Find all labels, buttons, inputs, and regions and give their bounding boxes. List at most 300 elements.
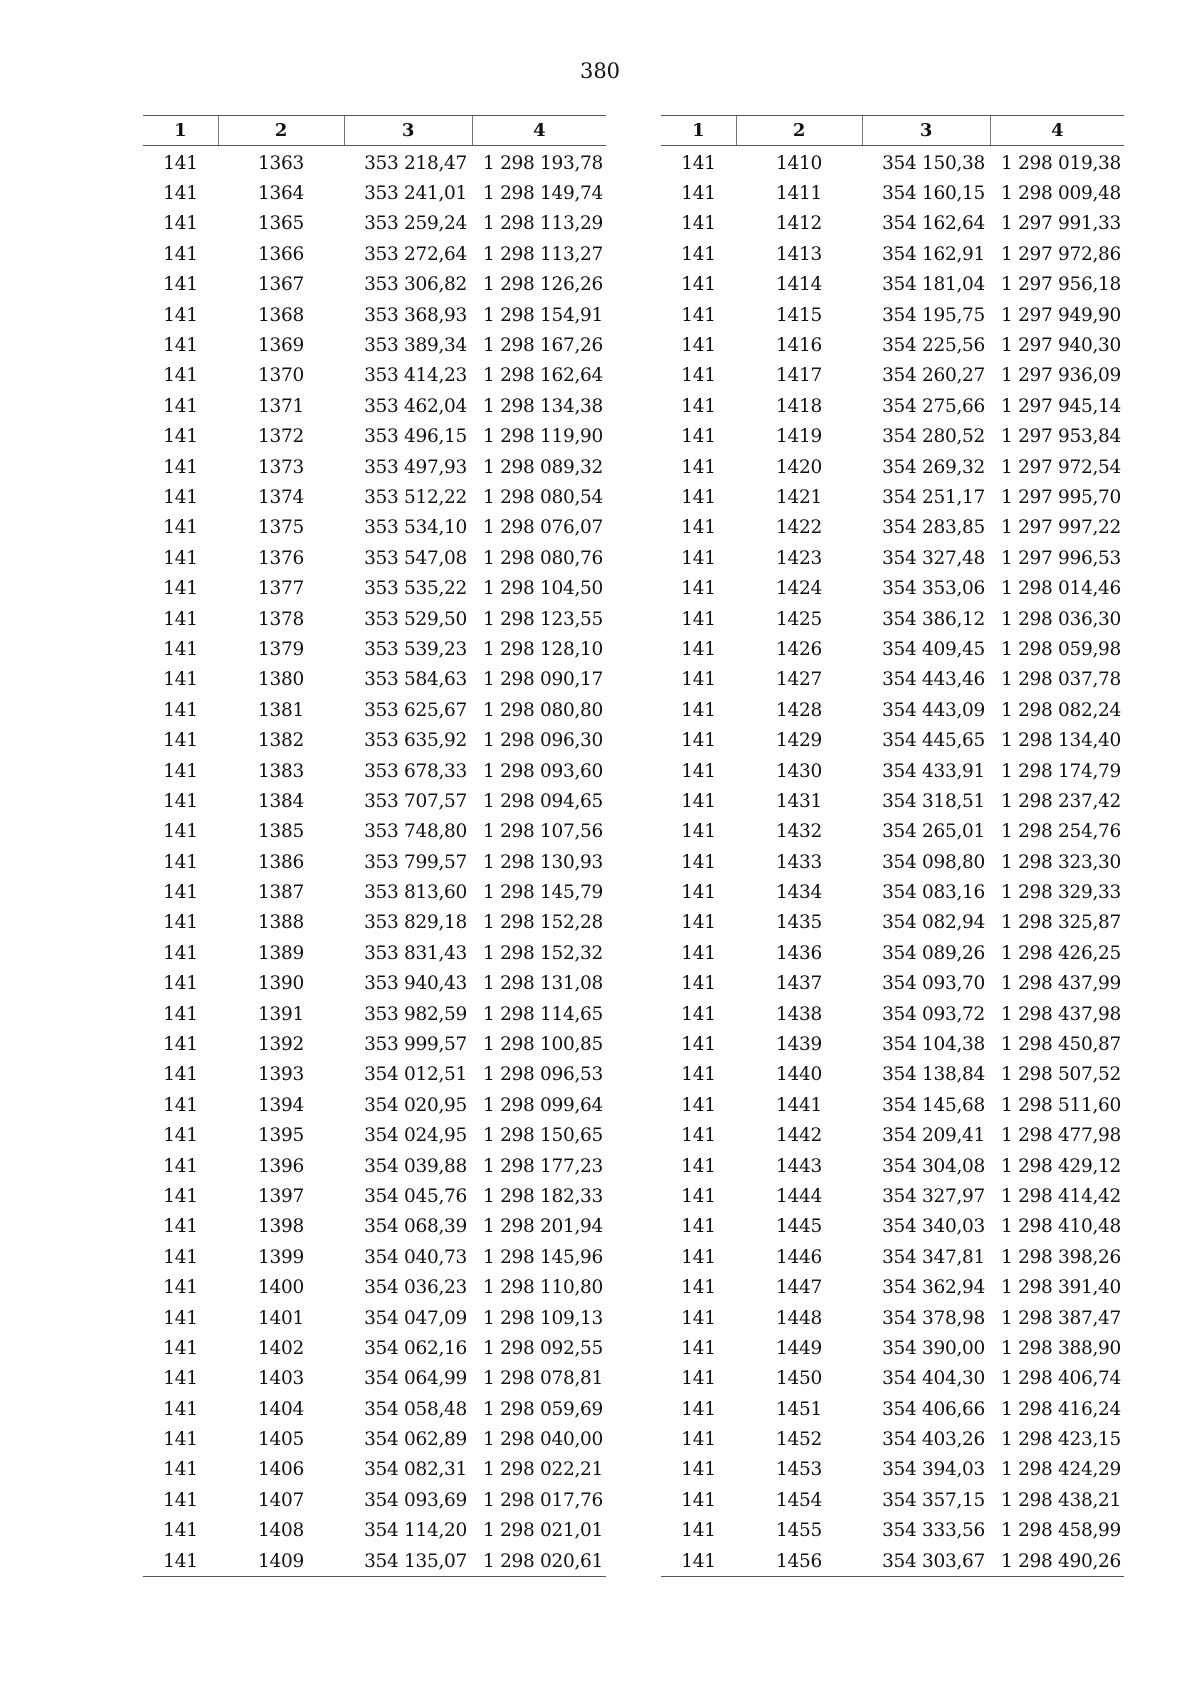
point-number-cell: 1422: [776, 517, 822, 539]
section-cell: 141: [681, 486, 716, 508]
point-number-cell: 1417: [776, 365, 822, 387]
table-row: [661, 1029, 1124, 1059]
section-cell: 141: [163, 1489, 198, 1511]
table-row: [143, 178, 606, 208]
y-coordinate-cell: 1 298 150,65: [483, 1125, 603, 1147]
x-coordinate-cell: 354 353,06: [882, 578, 985, 600]
x-coordinate-cell: 354 443,09: [882, 699, 985, 721]
x-coordinate-cell: 353 829,18: [364, 912, 467, 934]
x-coordinate-cell: 354 275,66: [882, 395, 985, 417]
y-coordinate-cell: 1 298 477,98: [1001, 1125, 1121, 1147]
x-coordinate-cell: 353 584,63: [364, 669, 467, 691]
table-row: [143, 391, 606, 421]
y-coordinate-cell: 1 297 972,86: [1001, 243, 1121, 265]
table-row: [661, 938, 1124, 968]
section-cell: 141: [681, 365, 716, 387]
y-coordinate-cell: 1 297 953,84: [1001, 426, 1121, 448]
y-coordinate-cell: 1 298 123,55: [483, 608, 603, 630]
point-number-cell: 1418: [776, 395, 822, 417]
table-row: [143, 270, 606, 300]
table-row: [661, 330, 1124, 360]
point-number-cell: 1391: [258, 1003, 304, 1025]
x-coordinate-cell: 353 218,47: [364, 152, 467, 174]
x-coordinate-cell: 354 304,08: [882, 1155, 985, 1177]
point-number-cell: 1401: [258, 1307, 304, 1329]
point-number-cell: 1425: [776, 608, 822, 630]
table-row: [661, 482, 1124, 512]
point-number-cell: 1372: [258, 426, 304, 448]
point-number-cell: 1400: [258, 1277, 304, 1299]
table-row: [143, 146, 606, 179]
table-row: [661, 847, 1124, 877]
x-coordinate-cell: 354 082,31: [364, 1459, 467, 1481]
section-cell: 141: [681, 1246, 716, 1268]
y-coordinate-cell: 1 298 426,25: [1001, 942, 1121, 964]
x-coordinate-cell: 354 093,72: [882, 1003, 985, 1025]
x-coordinate-cell: 353 982,59: [364, 1003, 467, 1025]
table-row: [661, 452, 1124, 482]
x-coordinate-cell: 354 145,68: [882, 1094, 985, 1116]
section-cell: 141: [681, 1307, 716, 1329]
y-coordinate-cell: 1 298 090,17: [483, 669, 603, 691]
y-coordinate-cell: 1 298 100,85: [483, 1034, 603, 1056]
x-coordinate-cell: 353 535,22: [364, 578, 467, 600]
section-cell: 141: [681, 547, 716, 569]
point-number-cell: 1443: [776, 1155, 822, 1177]
y-coordinate-cell: 1 298 423,15: [1001, 1429, 1121, 1451]
point-number-cell: 1405: [258, 1429, 304, 1451]
section-cell: 141: [163, 1064, 198, 1086]
point-number-cell: 1364: [258, 183, 304, 205]
section-cell: 141: [163, 517, 198, 539]
x-coordinate-cell: 353 799,57: [364, 851, 467, 873]
x-coordinate-cell: 354 225,56: [882, 335, 985, 357]
x-coordinate-cell: 354 114,20: [364, 1520, 467, 1542]
section-cell: 141: [681, 335, 716, 357]
x-coordinate-cell: 354 024,95: [364, 1125, 467, 1147]
section-cell: 141: [163, 1094, 198, 1116]
y-coordinate-cell: 1 298 126,26: [483, 274, 603, 296]
section-cell: 141: [681, 1489, 716, 1511]
y-coordinate-cell: 1 297 936,09: [1001, 365, 1121, 387]
x-coordinate-cell: 353 529,50: [364, 608, 467, 630]
y-coordinate-cell: 1 298 437,99: [1001, 973, 1121, 995]
point-number-cell: 1378: [258, 608, 304, 630]
table-row: [661, 1485, 1124, 1515]
y-coordinate-cell: 1 298 429,12: [1001, 1155, 1121, 1177]
point-number-cell: 1435: [776, 912, 822, 934]
y-coordinate-cell: 1 298 036,30: [1001, 608, 1121, 630]
y-coordinate-cell: 1 298 114,65: [483, 1003, 603, 1025]
table-body: [661, 146, 1124, 1577]
table-row: [143, 908, 606, 938]
point-number-cell: 1438: [776, 1003, 822, 1025]
y-coordinate-cell: 1 297 997,22: [1001, 517, 1121, 539]
section-cell: 141: [163, 1246, 198, 1268]
section-cell: 141: [681, 274, 716, 296]
y-coordinate-cell: 1 298 424,29: [1001, 1459, 1121, 1481]
y-coordinate-cell: 1 298 078,81: [483, 1368, 603, 1390]
y-coordinate-cell: 1 298 022,21: [483, 1459, 603, 1481]
point-number-cell: 1380: [258, 669, 304, 691]
x-coordinate-cell: 354 347,81: [882, 1246, 985, 1268]
y-coordinate-cell: 1 298 113,27: [483, 243, 603, 265]
section-cell: 141: [163, 669, 198, 691]
table-row: [143, 573, 606, 603]
table-row: [143, 1333, 606, 1363]
column-header: 3: [344, 116, 472, 146]
y-coordinate-cell: 1 298 131,08: [483, 973, 603, 995]
x-coordinate-cell: 354 162,91: [882, 243, 985, 265]
y-coordinate-cell: 1 298 037,78: [1001, 669, 1121, 691]
x-coordinate-cell: 354 089,26: [882, 942, 985, 964]
y-coordinate-cell: 1 298 177,23: [483, 1155, 603, 1177]
table-row: [143, 482, 606, 512]
point-number-cell: 1384: [258, 790, 304, 812]
y-coordinate-cell: 1 298 009,48: [1001, 183, 1121, 205]
y-coordinate-cell: 1 298 416,24: [1001, 1398, 1121, 1420]
column-header: 2: [218, 116, 344, 146]
x-coordinate-cell: 354 403,26: [882, 1429, 985, 1451]
table-row: [661, 573, 1124, 603]
section-cell: 141: [163, 274, 198, 296]
y-coordinate-cell: 1 298 182,33: [483, 1185, 603, 1207]
x-coordinate-cell: 353 497,93: [364, 456, 467, 478]
y-coordinate-cell: 1 298 021,01: [483, 1520, 603, 1542]
point-number-cell: 1396: [258, 1155, 304, 1177]
table-row: [143, 999, 606, 1029]
x-coordinate-cell: 354 340,03: [882, 1216, 985, 1238]
point-number-cell: 1442: [776, 1125, 822, 1147]
point-number-cell: 1411: [776, 183, 822, 205]
y-coordinate-cell: 1 298 017,76: [483, 1489, 603, 1511]
section-cell: 141: [163, 1185, 198, 1207]
section-cell: 141: [681, 395, 716, 417]
section-cell: 141: [681, 1398, 716, 1420]
point-number-cell: 1423: [776, 547, 822, 569]
point-number-cell: 1394: [258, 1094, 304, 1116]
table-row: [143, 847, 606, 877]
x-coordinate-cell: 354 283,85: [882, 517, 985, 539]
y-coordinate-cell: 1 298 490,26: [990, 1546, 1124, 1577]
section-cell: 141: [681, 912, 716, 934]
table-row: [143, 452, 606, 482]
y-coordinate-cell: 1 298 193,78: [483, 152, 603, 174]
y-coordinate-cell: 1 298 437,98: [1001, 1003, 1121, 1025]
x-coordinate-cell: 354 409,45: [882, 638, 985, 660]
point-number-cell: 1395: [258, 1125, 304, 1147]
point-number-cell: 1408: [258, 1520, 304, 1542]
section-cell: 141: [163, 152, 198, 174]
section-cell: 141: [681, 213, 716, 235]
column-header: 1: [143, 116, 218, 146]
y-coordinate-cell: 1 297 995,70: [1001, 486, 1121, 508]
section-cell: 141: [163, 1125, 198, 1147]
y-coordinate-cell: 1 298 398,26: [1001, 1246, 1121, 1268]
point-number-cell: 1454: [776, 1489, 822, 1511]
table-row: [661, 695, 1124, 725]
x-coordinate-cell: 353 635,92: [364, 730, 467, 752]
table-row: [143, 1212, 606, 1242]
y-coordinate-cell: 1 298 237,42: [1001, 790, 1121, 812]
section-cell: 141: [163, 1337, 198, 1359]
section-cell: 141: [681, 152, 716, 174]
x-coordinate-cell: 353 707,57: [364, 790, 467, 812]
point-number-cell: 1433: [776, 851, 822, 873]
x-coordinate-cell: 353 831,43: [364, 942, 467, 964]
section-cell: 141: [163, 1520, 198, 1542]
table-body: [143, 146, 606, 1577]
column-header: 4: [472, 116, 606, 146]
section-cell: 141: [681, 882, 716, 904]
section-cell: 141: [681, 669, 716, 691]
table-row: [143, 756, 606, 786]
y-coordinate-cell: 1 298 174,79: [1001, 760, 1121, 782]
point-number-cell: 1416: [776, 335, 822, 357]
point-number-cell: 1410: [776, 152, 822, 174]
x-coordinate-cell: 354 062,16: [364, 1337, 467, 1359]
section-cell: 141: [163, 426, 198, 448]
section-cell: 141: [681, 1064, 716, 1086]
point-number-cell: 1427: [776, 669, 822, 691]
table-row: [143, 422, 606, 452]
x-coordinate-cell: 354 445,65: [882, 730, 985, 752]
section-cell: 141: [681, 517, 716, 539]
table-row: [661, 756, 1124, 786]
section-cell: 141: [681, 1216, 716, 1238]
y-coordinate-cell: 1 298 107,56: [483, 821, 603, 843]
section-cell: 141: [163, 973, 198, 995]
point-number-cell: 1434: [776, 882, 822, 904]
table-row: [661, 1364, 1124, 1394]
y-coordinate-cell: 1 298 096,30: [483, 730, 603, 752]
point-number-cell: 1365: [258, 213, 304, 235]
x-coordinate-cell: 354 093,69: [364, 1489, 467, 1511]
table-row: [661, 1333, 1124, 1363]
y-coordinate-cell: 1 298 167,26: [483, 335, 603, 357]
column-header: 3: [862, 116, 990, 146]
x-coordinate-cell: 354 039,88: [364, 1155, 467, 1177]
table-row: [661, 1060, 1124, 1090]
point-number-cell: 1431: [776, 790, 822, 812]
section-cell: 141: [681, 1185, 716, 1207]
x-coordinate-cell: 354 362,94: [882, 1277, 985, 1299]
y-coordinate-cell: 1 297 940,30: [1001, 335, 1121, 357]
table-row: [661, 300, 1124, 330]
table-row: [143, 1485, 606, 1515]
table-row: [143, 604, 606, 634]
section-cell: 141: [681, 1337, 716, 1359]
point-number-cell: 1446: [776, 1246, 822, 1268]
y-coordinate-cell: 1 298 019,38: [1001, 152, 1121, 174]
x-coordinate-cell: 354 047,09: [364, 1307, 467, 1329]
x-coordinate-cell: 354 394,03: [882, 1459, 985, 1481]
point-number-cell: 1386: [258, 851, 304, 873]
table-row: [143, 817, 606, 847]
column-header: 2: [736, 116, 862, 146]
point-number-cell: 1366: [258, 243, 304, 265]
section-cell: 141: [681, 426, 716, 448]
point-number-cell: 1455: [776, 1520, 822, 1542]
x-coordinate-cell: 353 241,01: [364, 183, 467, 205]
point-number-cell: 1414: [776, 274, 822, 296]
y-coordinate-cell: 1 298 438,21: [1001, 1489, 1121, 1511]
y-coordinate-cell: 1 298 387,47: [1001, 1307, 1121, 1329]
table-row: [661, 908, 1124, 938]
y-coordinate-cell: 1 298 145,79: [483, 882, 603, 904]
y-coordinate-cell: 1 298 110,80: [483, 1277, 603, 1299]
coordinates-table-left: [143, 115, 606, 1577]
point-number-cell: 1441: [776, 1094, 822, 1116]
y-coordinate-cell: 1 298 089,32: [483, 456, 603, 478]
point-number-cell: 1436: [776, 942, 822, 964]
table-row: [661, 361, 1124, 391]
y-coordinate-cell: 1 298 094,65: [483, 790, 603, 812]
section-cell: 141: [681, 1155, 716, 1177]
section-cell: 141: [163, 1368, 198, 1390]
table-row: [143, 1029, 606, 1059]
section-cell: 141: [163, 1155, 198, 1177]
y-coordinate-cell: 1 298 145,96: [483, 1246, 603, 1268]
table-row: [143, 938, 606, 968]
point-number-cell: 1412: [776, 213, 822, 235]
table-row: [661, 1242, 1124, 1272]
section-cell: 141: [163, 304, 198, 326]
table-row: [661, 665, 1124, 695]
table-row: [143, 1181, 606, 1211]
y-coordinate-cell: 1 298 149,74: [483, 183, 603, 205]
section-cell: 141: [163, 213, 198, 235]
section-cell: 141: [163, 1003, 198, 1025]
section-cell: 141: [163, 395, 198, 417]
section-cell: 141: [163, 456, 198, 478]
x-coordinate-cell: 354 333,56: [882, 1520, 985, 1542]
x-coordinate-cell: 354 036,23: [364, 1277, 467, 1299]
point-number-cell: 1448: [776, 1307, 822, 1329]
table-row: [143, 969, 606, 999]
section-cell: 141: [163, 912, 198, 934]
x-coordinate-cell: 354 357,15: [882, 1489, 985, 1511]
section-cell: 141: [163, 243, 198, 265]
x-coordinate-cell: 353 678,33: [364, 760, 467, 782]
x-coordinate-cell: 354 181,04: [882, 274, 985, 296]
y-coordinate-cell: 1 298 152,32: [483, 942, 603, 964]
point-number-cell: 1382: [258, 730, 304, 752]
y-coordinate-cell: 1 298 059,69: [483, 1398, 603, 1420]
table-row: [143, 786, 606, 816]
y-coordinate-cell: 1 298 414,42: [1001, 1185, 1121, 1207]
y-coordinate-cell: 1 298 130,93: [483, 851, 603, 873]
table-row: [661, 725, 1124, 755]
point-number-cell: 1437: [776, 973, 822, 995]
section-cell: 141: [681, 1459, 716, 1481]
point-number-cell: 1407: [258, 1489, 304, 1511]
x-coordinate-cell: 353 389,34: [364, 335, 467, 357]
y-coordinate-cell: 1 298 020,61: [472, 1546, 606, 1577]
x-coordinate-cell: 354 433,91: [882, 760, 985, 782]
y-coordinate-cell: 1 298 080,76: [483, 547, 603, 569]
y-coordinate-cell: 1 298 450,87: [1001, 1034, 1121, 1056]
table-row: [661, 1272, 1124, 1302]
table-row: [143, 300, 606, 330]
y-coordinate-cell: 1 298 410,48: [1001, 1216, 1121, 1238]
section-cell: 141: [681, 1034, 716, 1056]
section-cell: 141: [681, 942, 716, 964]
point-number-cell: 1377: [258, 578, 304, 600]
point-number-cell: 1368: [258, 304, 304, 326]
table-row: [143, 209, 606, 239]
table-row: [661, 786, 1124, 816]
point-number-cell: 1430: [776, 760, 822, 782]
point-number-cell: 1420: [776, 456, 822, 478]
table-row: [143, 1516, 606, 1546]
table-row: [661, 1516, 1124, 1546]
point-number-cell: 1403: [258, 1368, 304, 1390]
x-coordinate-cell: 354 390,00: [882, 1337, 985, 1359]
y-coordinate-cell: 1 298 134,40: [1001, 730, 1121, 752]
point-number-cell: 1409: [218, 1546, 344, 1577]
table-row: [661, 1181, 1124, 1211]
x-coordinate-cell: 354 012,51: [364, 1064, 467, 1086]
table-row: [661, 969, 1124, 999]
point-number-cell: 1370: [258, 365, 304, 387]
coordinates-table-right: [661, 115, 1124, 1577]
point-number-cell: 1369: [258, 335, 304, 357]
section-cell: 141: [163, 183, 198, 205]
section-cell: 141: [163, 1034, 198, 1056]
table-row: [661, 391, 1124, 421]
point-number-cell: 1385: [258, 821, 304, 843]
point-number-cell: 1390: [258, 973, 304, 995]
point-number-cell: 1375: [258, 517, 304, 539]
y-coordinate-cell: 1 297 949,90: [1001, 304, 1121, 326]
y-coordinate-cell: 1 298 254,76: [1001, 821, 1121, 843]
section-cell: 141: [681, 304, 716, 326]
section-cell: 141: [163, 851, 198, 873]
x-coordinate-cell: 354 150,38: [882, 152, 985, 174]
section-cell: 141: [681, 760, 716, 782]
y-coordinate-cell: 1 298 323,30: [1001, 851, 1121, 873]
table-row: [661, 543, 1124, 573]
section-cell: 141: [163, 1398, 198, 1420]
x-coordinate-cell: 353 999,57: [364, 1034, 467, 1056]
table-row: [143, 1090, 606, 1120]
y-coordinate-cell: 1 298 388,90: [1001, 1337, 1121, 1359]
y-coordinate-cell: 1 298 109,13: [483, 1307, 603, 1329]
y-coordinate-cell: 1 297 972,54: [1001, 456, 1121, 478]
header-row: [143, 116, 606, 146]
point-number-cell: 1402: [258, 1337, 304, 1359]
y-coordinate-cell: 1 298 014,46: [1001, 578, 1121, 600]
point-number-cell: 1451: [776, 1398, 822, 1420]
column-header: 4: [990, 116, 1124, 146]
section-cell: 141: [163, 335, 198, 357]
section-cell: 141: [163, 1216, 198, 1238]
table-row: [661, 1151, 1124, 1181]
y-coordinate-cell: 1 297 956,18: [1001, 274, 1121, 296]
x-coordinate-cell: 353 534,10: [364, 517, 467, 539]
table-row: [143, 330, 606, 360]
point-number-cell: 1452: [776, 1429, 822, 1451]
table-row: [143, 1394, 606, 1424]
section-cell: 141: [681, 851, 716, 873]
x-coordinate-cell: 354 098,80: [882, 851, 985, 873]
table-row: [143, 513, 606, 543]
x-coordinate-cell: 354 068,39: [364, 1216, 467, 1238]
section-cell: 141: [681, 456, 716, 478]
section-cell: 141: [681, 1125, 716, 1147]
point-number-cell: 1426: [776, 638, 822, 660]
